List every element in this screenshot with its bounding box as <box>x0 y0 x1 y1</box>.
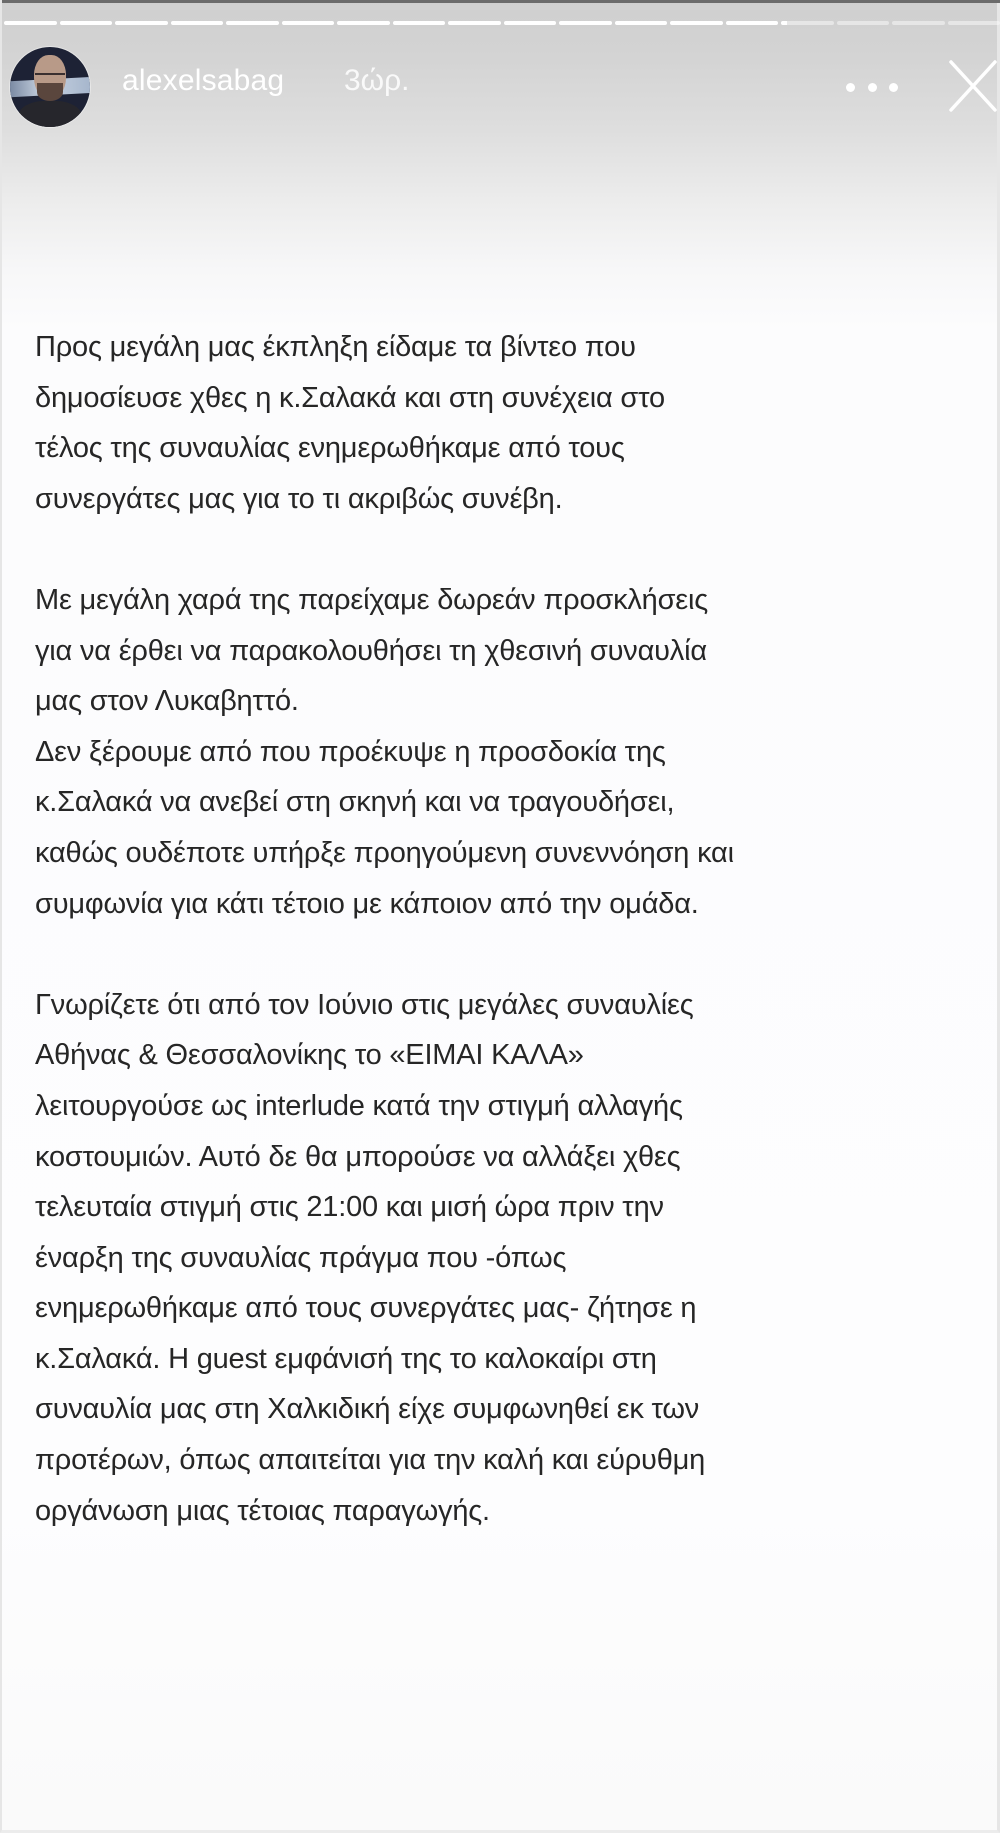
text-line: τέλος της συναυλίας ενημερωθήκαμε από τους <box>35 432 625 465</box>
progress-segment <box>781 21 834 25</box>
progress-segment <box>504 21 557 25</box>
text-line: κ.Σαλακά. Η guest εμφάνισή της το καλοκαίρι στη <box>35 1342 657 1375</box>
progress-segment <box>337 21 390 25</box>
text-line: ενημερωθήκαμε από τους συνεργάτες μας- ζήτησε η <box>35 1292 697 1325</box>
progress-segment <box>837 21 890 25</box>
progress-segment <box>393 21 446 25</box>
progress-segment <box>559 21 612 25</box>
progress-segment <box>226 21 279 25</box>
progress-segment <box>171 21 224 25</box>
progress-segment <box>60 21 113 25</box>
story-text-content <box>35 322 985 1536</box>
progress-segment <box>726 21 779 25</box>
story-paragraph <box>35 322 985 524</box>
top-border <box>2 0 1000 3</box>
text-line: οργάνωση μιας τέτοιας παραγωγής. <box>35 1494 490 1527</box>
progress-segment <box>948 21 1000 25</box>
progress-segment <box>615 21 668 25</box>
text-line: συνεργάτες μας για το τι ακριβώς συνέβη. <box>35 482 563 515</box>
text-line: συμφωνία για κάτι τέτοιο με κάποιον από την ομάδα. <box>35 887 699 920</box>
text-line: καθώς ουδέποτε υπήρξε προηγούμενη συνεννόηση και <box>35 836 734 869</box>
progress-segment <box>670 21 723 25</box>
progress-segment <box>448 21 501 25</box>
close-button[interactable] <box>947 60 997 112</box>
story-progress-bar <box>4 21 1000 25</box>
ellipsis-icon <box>868 83 877 92</box>
text-line: κ.Σαλακά να ανεβεί στη σκηνή και να τραγουδήσει, <box>35 786 675 819</box>
text-line: συναυλία μας στη Χαλκιδική είχε συμφωνηθεί εκ των <box>35 1393 700 1426</box>
username-link[interactable]: alexelsabag <box>122 64 285 97</box>
ellipsis-icon <box>889 83 898 92</box>
close-x-icon <box>947 60 997 112</box>
text-line: δημοσίευσε χθες η κ.Σαλακά και στη συνέχεια στο <box>35 381 665 414</box>
avatar[interactable] <box>10 47 90 127</box>
more-options-button[interactable] <box>846 74 898 100</box>
progress-segment <box>115 21 168 25</box>
text-line: μας στον Λυκαβηττό. <box>35 685 299 718</box>
text-line: τελευταία στιγμή στις 21:00 και μισή ώρα πριν την <box>35 1191 664 1224</box>
ellipsis-icon <box>846 83 855 92</box>
story-paragraph <box>35 980 985 1537</box>
text-line: Αθήνας & Θεσσαλονίκης το «ΕΙΜΑΙ ΚΑΛΑ» <box>35 1039 584 1072</box>
text-line: κοστουμιών. Αυτό δε θα μπορούσε να αλλάξει χθες <box>35 1140 681 1173</box>
text-line: έναρξη της συναυλίας πράγμα που -όπως <box>35 1241 567 1274</box>
post-timestamp: 3ώρ. <box>344 64 410 97</box>
text-line: λειτουργούσε ως interlude κατά την στιγμή αλλαγής <box>35 1089 683 1122</box>
progress-segment <box>892 21 945 25</box>
story-header <box>2 44 1000 130</box>
text-line: Με μεγάλη χαρά της παρείχαμε δωρεάν προσκλήσεις <box>35 583 709 616</box>
text-line: Δεν ξέρουμε από που προέκυψε η προσδοκία της <box>35 735 666 768</box>
text-line: για να έρθει να παρακολουθήσει τη χθεσινή συναυλία <box>35 634 707 667</box>
progress-fill <box>781 21 787 25</box>
avatar-body <box>18 101 82 127</box>
text-line: Προς μεγάλη μας έκπληξη είδαμε τα βίντεο που <box>35 331 636 363</box>
text-line: προτέρων, όπως απαιτείται για την καλή και εύρυθμη <box>35 1444 706 1477</box>
progress-segment <box>282 21 335 25</box>
story-paragraph <box>35 575 985 929</box>
progress-segment <box>4 21 57 25</box>
text-line: Γνωρίζετε ότι από τον Ιούνιο στις μεγάλες συναυλίες <box>35 988 694 1021</box>
avatar-glasses <box>35 73 65 81</box>
avatar-beard <box>37 83 63 101</box>
